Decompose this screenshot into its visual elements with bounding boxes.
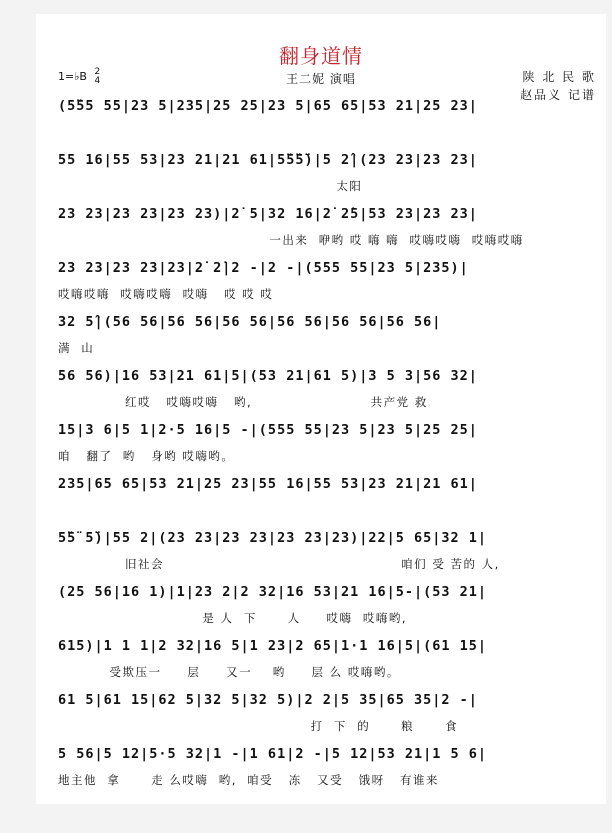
notes: 5 56|5 12|5·5 32|1 -|1 61|2 -|5 12|53 21|1 5 6| <box>58 746 488 762</box>
lyrics: 地主他 拿 走 么哎嗨 哟, 咱受 冻 又受 饿呀 有谁来 <box>58 773 440 787</box>
time-signature-bottom: 4 <box>94 76 101 86</box>
lyrics: 太阳 <box>58 179 363 193</box>
key-label: 1=♭B <box>58 70 87 83</box>
lyrics: 红哎 哎嗨哎嗨 哟, 共产党 救 <box>58 395 428 409</box>
lyrics: 一出来 咿哟 哎 嗨 嗨 哎嗨哎嗨 哎嗨哎嗨 <box>58 233 524 247</box>
notes: 235|65 65|53 21|25 23|55 16|55 53|23 21|21 61| <box>58 476 478 492</box>
notes: 615)|1 1 1|2 32|16 5|1 23|2 65|1·1 16|5|(61 15| <box>58 638 488 654</box>
lyrics: 咱 翻了 哟 身哟 哎嗨哟。 <box>58 449 235 463</box>
origin-label: 陕 北 民 歌 <box>522 70 596 84</box>
lyrics: 旧社会 咱们 受 苦的 人, <box>58 557 500 571</box>
time-signature-top: 2 <box>94 67 101 77</box>
notes: 5̈5̈ 5̈)|55 2|(23 23|23 23|23 23|23)|22|5 65|32 1| <box>58 530 488 546</box>
performer: 王二妮 演唱 <box>286 72 356 86</box>
notes: 23 23|23 23|23 23)|2̇ 5|32 16|2̇ 2̇5|53 23|23 23| <box>58 206 478 222</box>
score-page <box>36 14 606 804</box>
notes: 56 56)|16 53|21 61|5|(53 21|61 5)|3 5 3|56 32| <box>58 368 478 384</box>
notes: 32 5̂|(56 56|56 56|56 56|56 56|56 56|56 56| <box>58 314 442 330</box>
notes: 15|3 6|5 1|2·5 16|5 -|(555 55|23 5|23 5|25 25| <box>58 422 478 438</box>
notes: (25 56|16 1)|1|23 2|2 32|16 53|21 16|5-|(53 21| <box>58 584 488 600</box>
transcriber-label: 赵品义 记谱 <box>520 88 596 102</box>
lyrics: 打 下 的 粮 食 <box>58 719 459 733</box>
notes: (5̈55 55|23 5|235|25 25|23 5|65 65|53 21|25 23| <box>58 98 478 114</box>
notes: 23 23|23 23|23|2̇ 2̇|2 -|2 -|(555 55|23 5|235)| <box>58 260 469 276</box>
lyrics: 哎嗨哎嗨 哎嗨哎嗨 哎嗨 哎 哎 哎 <box>58 287 274 301</box>
notes: 61 5|61 15|62 5|32 5|32 5)|2 2|5 35|65 35|2 -| <box>58 692 478 708</box>
notes: 55 16|55 53|23 21|21 61|5̈5̈5̈)|5 2̂|(23 23|23 23| <box>58 152 478 168</box>
song-title: 翻身道情 <box>279 44 363 68</box>
lyrics: 是 人 下 人 哎嗨 哎嗨哟, <box>58 611 407 625</box>
lyrics: 受欺压一 层 又一 哟 层 么 哎嗨哟。 <box>58 665 400 679</box>
lyrics: 满 山 <box>58 341 95 355</box>
